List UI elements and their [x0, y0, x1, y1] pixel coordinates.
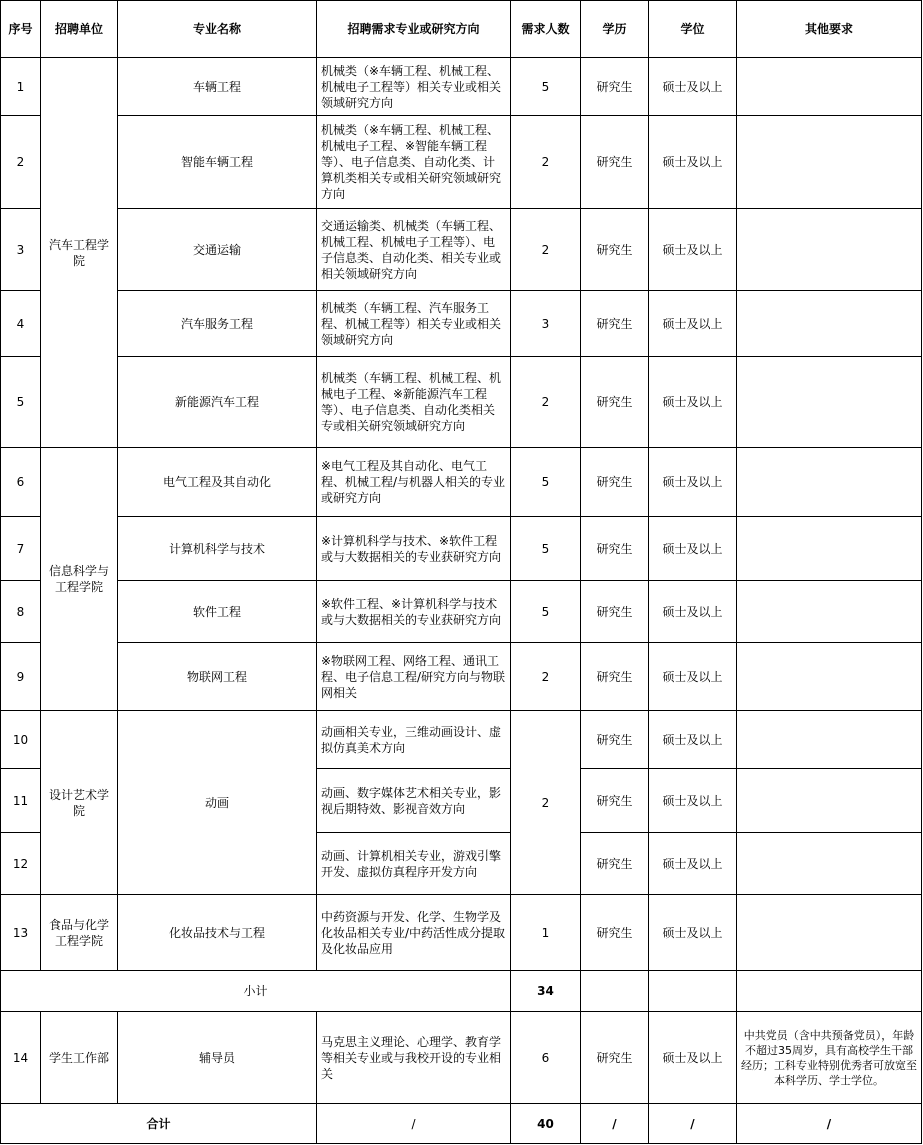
header-no: 序号: [1, 1, 41, 58]
other-cell: [737, 643, 922, 711]
education-cell: 研究生: [581, 58, 649, 116]
education-cell: 研究生: [581, 357, 649, 448]
major-cell: 智能车辆工程: [118, 116, 317, 209]
table-row: [1, 209, 922, 291]
other-cell: 中共党员（含中共预备党员），年龄不超过35周岁，具有高校学生干部经历；工科专业特别优秀者可放宽至本科学历、学士学位。: [737, 1012, 922, 1104]
table-row: [1, 116, 922, 209]
unit-cell: 食品与化学工程学院: [41, 895, 118, 971]
table-row: [1, 517, 922, 581]
major-cell: 计算机科学与技术: [118, 517, 317, 581]
subtotal-count: 34: [511, 971, 581, 1012]
education-cell: 研究生: [581, 448, 649, 517]
header-unit: 招聘单位: [41, 1, 118, 58]
requirement-cell: ※软件工程、※计算机科学与技术或与大数据相关的专业获研究方向: [317, 581, 511, 643]
degree-cell: 硕士及以上: [649, 291, 737, 357]
count-cell: 1: [511, 895, 581, 971]
table-row: [1, 643, 922, 711]
requirement-cell: 中药资源与开发、化学、生物学及化妆品相关专业/中药活性成分提取及化妆品应用: [317, 895, 511, 971]
table-row: [1, 711, 922, 769]
count-cell: 5: [511, 517, 581, 581]
table-row: [1, 581, 922, 643]
degree-cell: 硕士及以上: [649, 643, 737, 711]
other-cell: [737, 448, 922, 517]
degree-cell: 硕士及以上: [649, 116, 737, 209]
total-education: /: [581, 1104, 649, 1144]
degree-cell: 硕士及以上: [649, 581, 737, 643]
other-cell: [737, 711, 922, 769]
major-cell: 辅导员: [118, 1012, 317, 1104]
count-cell: 2: [511, 357, 581, 448]
major-cell: 物联网工程: [118, 643, 317, 711]
other-cell: [737, 517, 922, 581]
requirement-cell: 交通运输类、机械类（车辆工程、机械工程、机械电子工程等）、电子信息类、自动化类、相关专业或相关领域研究方向: [317, 209, 511, 291]
count-cell: 5: [511, 448, 581, 517]
header-requirement: 招聘需求专业或研究方向: [317, 1, 511, 58]
education-cell: 研究生: [581, 209, 649, 291]
major-cell: 汽车服务工程: [118, 291, 317, 357]
header-row: [1, 1, 922, 58]
requirement-cell: 马克思主义理论、心理学、教育学等相关专业或与我校开设的专业相关: [317, 1012, 511, 1104]
requirement-cell: 机械类（车辆工程、汽车服务工程、机械工程等）相关专业或相关领域研究方向: [317, 291, 511, 357]
table-row: [1, 58, 922, 116]
row-no: 7: [1, 517, 41, 581]
row-no: 2: [1, 116, 41, 209]
major-cell: 化妆品技术与工程: [118, 895, 317, 971]
requirement-cell: 机械类（※车辆工程、机械工程、机械电子工程、※智能车辆工程等）、电子信息类、自动化类、计算机类相关专或相关研究领域研究方向: [317, 116, 511, 209]
count-cell: 2: [511, 209, 581, 291]
count-cell: 3: [511, 291, 581, 357]
row-no: 10: [1, 711, 41, 769]
subtotal-degree: [649, 971, 737, 1012]
unit-cell: 学生工作部: [41, 1012, 118, 1104]
header-degree: 学位: [649, 1, 737, 58]
requirement-cell: 机械类（车辆工程、机械工程、机械电子工程、※新能源汽车工程等）、电子信息类、自动化类相关专或相关研究领域研究方向: [317, 357, 511, 448]
other-cell: [737, 895, 922, 971]
major-cell: 新能源汽车工程: [118, 357, 317, 448]
major-cell: 软件工程: [118, 581, 317, 643]
header-education: 学历: [581, 1, 649, 58]
table-row: [1, 448, 922, 517]
row-no: 9: [1, 643, 41, 711]
total-other: /: [737, 1104, 922, 1144]
row-no: 11: [1, 769, 41, 833]
unit-cell: 设计艺术学院: [41, 711, 118, 895]
row-no: 12: [1, 833, 41, 895]
requirement-cell: 动画、计算机相关专业，游戏引擎开发、虚拟仿真程序开发方向: [317, 833, 511, 895]
subtotal-row: [1, 971, 922, 1012]
degree-cell: 硕士及以上: [649, 833, 737, 895]
degree-cell: 硕士及以上: [649, 448, 737, 517]
requirement-cell: ※电气工程及其自动化、电气工程、机械工程/与机器人相关的专业或研究方向: [317, 448, 511, 517]
education-cell: 研究生: [581, 769, 649, 833]
row-no: 5: [1, 357, 41, 448]
education-cell: 研究生: [581, 833, 649, 895]
education-cell: 研究生: [581, 517, 649, 581]
other-cell: [737, 833, 922, 895]
total-row: [1, 1104, 922, 1144]
row-no: 6: [1, 448, 41, 517]
major-cell: 动画: [118, 711, 317, 895]
other-cell: [737, 291, 922, 357]
other-cell: [737, 58, 922, 116]
total-count: 40: [511, 1104, 581, 1144]
education-cell: 研究生: [581, 711, 649, 769]
other-cell: [737, 209, 922, 291]
subtotal-education: [581, 971, 649, 1012]
row-no: 14: [1, 1012, 41, 1104]
other-cell: [737, 116, 922, 209]
other-cell: [737, 581, 922, 643]
table-row: [1, 1012, 922, 1104]
unit-cell: 信息科学与工程学院: [41, 448, 118, 711]
header-count: 需求人数: [511, 1, 581, 58]
requirement-cell: ※物联网工程、网络工程、通讯工程、电子信息工程/研究方向与物联网相关: [317, 643, 511, 711]
degree-cell: 硕士及以上: [649, 769, 737, 833]
degree-cell: 硕士及以上: [649, 895, 737, 971]
header-other: 其他要求: [737, 1, 922, 58]
major-cell: 电气工程及其自动化: [118, 448, 317, 517]
degree-cell: 硕士及以上: [649, 209, 737, 291]
education-cell: 研究生: [581, 291, 649, 357]
requirement-cell: 机械类（※车辆工程、机械工程、机械电子工程等）相关专业或相关领域研究方向: [317, 58, 511, 116]
count-cell: 6: [511, 1012, 581, 1104]
count-cell: 2: [511, 116, 581, 209]
unit-cell: 汽车工程学院: [41, 58, 118, 448]
degree-cell: 硕士及以上: [649, 711, 737, 769]
education-cell: 研究生: [581, 581, 649, 643]
table-row: [1, 357, 922, 448]
row-no: 1: [1, 58, 41, 116]
education-cell: 研究生: [581, 643, 649, 711]
degree-cell: 硕士及以上: [649, 1012, 737, 1104]
major-cell: 车辆工程: [118, 58, 317, 116]
education-cell: 研究生: [581, 895, 649, 971]
table-row: [1, 895, 922, 971]
requirement-cell: ※计算机科学与技术、※软件工程或与大数据相关的专业获研究方向: [317, 517, 511, 581]
subtotal-label: 小计: [1, 971, 511, 1012]
total-requirement: /: [317, 1104, 511, 1144]
degree-cell: 硕士及以上: [649, 517, 737, 581]
subtotal-other: [737, 971, 922, 1012]
row-no: 3: [1, 209, 41, 291]
other-cell: [737, 769, 922, 833]
education-cell: 研究生: [581, 1012, 649, 1104]
requirement-cell: 动画相关专业，三维动画设计、虚拟仿真美术方向: [317, 711, 511, 769]
education-cell: 研究生: [581, 116, 649, 209]
degree-cell: 硕士及以上: [649, 58, 737, 116]
count-cell: 2: [511, 643, 581, 711]
count-cell: 5: [511, 58, 581, 116]
table-row: [1, 291, 922, 357]
header-major: 专业名称: [118, 1, 317, 58]
row-no: 8: [1, 581, 41, 643]
row-no: 13: [1, 895, 41, 971]
total-degree: /: [649, 1104, 737, 1144]
requirement-cell: 动画、数字媒体艺术相关专业，影视后期特效、影视音效方向: [317, 769, 511, 833]
degree-cell: 硕士及以上: [649, 357, 737, 448]
count-cell: 2: [511, 711, 581, 895]
other-cell: [737, 357, 922, 448]
total-label: 合计: [1, 1104, 317, 1144]
row-no: 4: [1, 291, 41, 357]
major-cell: 交通运输: [118, 209, 317, 291]
count-cell: 5: [511, 581, 581, 643]
